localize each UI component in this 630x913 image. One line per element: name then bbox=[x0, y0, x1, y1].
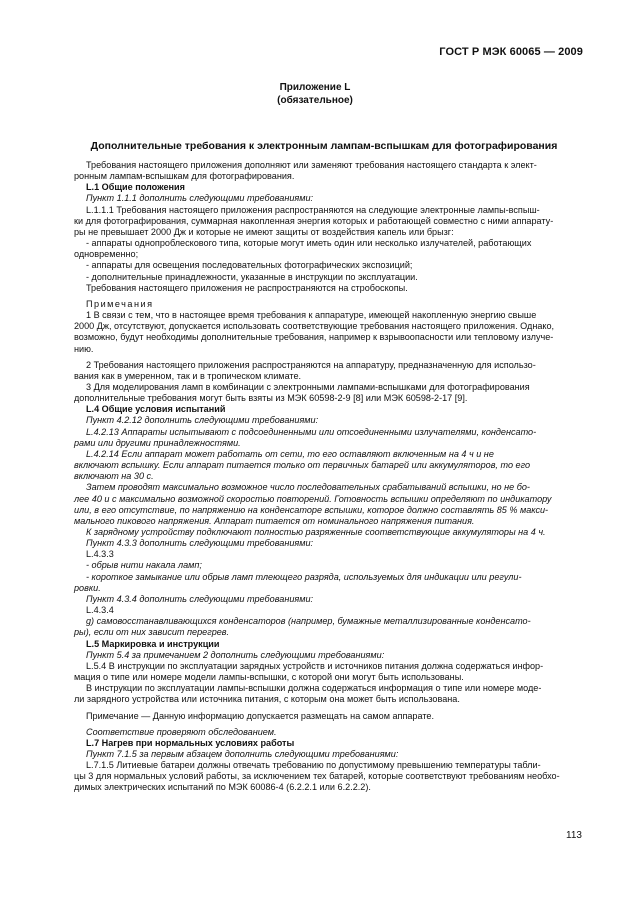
subsection-heading: L.5 Маркировка и инструкции bbox=[86, 638, 220, 649]
page-number: 113 bbox=[566, 830, 582, 841]
note-line: Примечание — Данную информацию допускается размещать на самом аппарате. bbox=[86, 710, 434, 721]
section-title: Дополнительные требования к электронным лампам-вспышкам для фотографирования bbox=[90, 140, 558, 152]
text-line: ли зарядного устройства или источника питания, с которым она может быть использована. bbox=[74, 694, 460, 705]
text-line: ры не превышает 2000 Дж и которые не имеют защиты от воздействия капель или брызг: bbox=[74, 226, 454, 237]
text-line: - короткое замыкание или обрыв ламп тлеющего разряда, используемых для индикации или регули- bbox=[86, 571, 522, 582]
text-line: L.7.1.5 Литиевые батареи должны отвечать требованию по допустимому превышению температуры табли- bbox=[86, 760, 541, 771]
text-line: L.4.2.14 Если аппарат может работать от сети, то его оставляют включенным на 4 ч и не bbox=[86, 448, 494, 459]
text-line: 3 Для моделирования ламп в комбинации с электронными лампами-вспышками для фотографирования bbox=[86, 381, 530, 392]
text-line: - дополнительные принадлежности, указанные в инструкции по эксплуатации. bbox=[86, 271, 418, 282]
text-line: В инструкции по эксплуатации лампы-вспышки должна содержаться информация о типе или номере моде- bbox=[86, 683, 542, 694]
text-line: L.4.3.3 bbox=[86, 549, 114, 560]
text-line: - аппараты для освещения последовательных фотографических экспозиций; bbox=[86, 260, 413, 271]
subsection-heading: L.1 Общие положения bbox=[86, 182, 185, 193]
text-line: вания как в умеренном, так и в тропическом климате. bbox=[74, 370, 302, 381]
text-line: К зарядному устройству подключают полностью разряженные соответствующие аккумуляторы на 4 ч. bbox=[86, 527, 546, 537]
text-line: возможно, будут необходимы дополнительные требования, например к взрывоопасности или тепловому излуче- bbox=[74, 332, 554, 343]
text-line: ки для фотографирования, суммарная накопленная энергия которых и работающей совместно с ними аппарату- bbox=[74, 215, 554, 226]
text-line: лее 40 и с максимально возможной скоростью повторений. Готовность вспышки определяют по индикатору bbox=[74, 493, 552, 504]
text-line: 1 В связи с тем, что в настоящее время требования к аппаратуре, имеющей накопленную энергию свыше bbox=[86, 310, 537, 321]
text-line: Пункт 7.1.5 за первым абзацем дополнить следующими требованиями: bbox=[86, 748, 399, 759]
subsection-heading: L.7 Нагрев при нормальных условиях работы bbox=[86, 737, 295, 748]
note-heading: Примечания bbox=[86, 298, 154, 309]
text-line: Соответствие проверяют обследованием. bbox=[86, 726, 277, 737]
text-line: ровки. bbox=[74, 582, 101, 593]
text-line: одновременно; bbox=[74, 249, 139, 260]
annex-status: (обязательное) bbox=[277, 95, 353, 106]
subsection-heading: L.4 Общие условия испытаний bbox=[86, 404, 226, 415]
text-line: - обрыв нити накала ламп; bbox=[86, 560, 202, 571]
text-line: рами или другими принадлежностями. bbox=[74, 437, 241, 448]
text-line: 2000 Дж, отсутствуют, допускается использовать соответствующие требования настоящего приложения. Однако, bbox=[74, 321, 555, 332]
text-line: g) самовосстанавливающихся конденсаторов (например, бумажные металлизированные конденсато- bbox=[86, 616, 531, 627]
text-line: Требования настоящего приложения не распространяются на стробоскопы. bbox=[86, 282, 408, 293]
text-line: Требования настоящего приложения дополняют или заменяют требования настоящего стандарта к элект- bbox=[86, 160, 537, 170]
annex-title: Приложение L bbox=[279, 82, 351, 93]
text-line: мального пикового напряжения. Аппарат питается от номинального напряжения питания. bbox=[74, 515, 475, 526]
text-line: дополнительные требования могут быть взяты из МЭК 60598-2-9 [8] или МЭК 60598-2-17 [9]. bbox=[74, 393, 468, 404]
text-line: или, в его отсутствие, по напряжению на конденсаторе вспышки, которое должно составлять 85 % макси- bbox=[74, 504, 549, 515]
text-line: L.4.2.13 Аппараты испытывают с подсоединенными или отсоединенными излучателями, конденсато- bbox=[86, 426, 537, 437]
body-text bbox=[74, 160, 577, 794]
text-line: цы 3 для нормальных условий работы, за исключением тех батарей, которые соответствуют требованиям необхо- bbox=[74, 771, 560, 782]
text-line: димых электрических испытаний по МЭК 60086-4 (6.2.2.1 или 6.2.2.2). bbox=[74, 782, 371, 793]
text-line: ронным лампам-вспышкам для фотографирования. bbox=[74, 171, 295, 182]
text-line: ры), если от них зависит перегрев. bbox=[74, 627, 230, 638]
text-line: L.5.4 В инструкции по эксплуатации зарядных устройств и источников питания должна содержаться инфор- bbox=[86, 660, 544, 671]
text-line: включают вспышку. Если аппарат питается только от первичных батарей или аккумуляторов, то его bbox=[74, 460, 531, 471]
text-line: L.1.1.1 Требования настоящего приложения распространяются на следующие электронные лампы-вспыш- bbox=[86, 204, 540, 215]
text-line: мация о типе или номере модели лампы-вспышки, с которой они могут быть использованы. bbox=[74, 672, 464, 683]
standard-header: ГОСТ Р МЭК 60065 — 2009 bbox=[439, 46, 583, 58]
text-line: Пункт 1.1.1 дополнить следующими требованиями: bbox=[86, 193, 314, 204]
text-line: - аппараты однопроблескового типа, которые могут иметь один или несколько излучателей, работающих bbox=[86, 238, 532, 249]
text-line: Пункт 4.3.4 дополнить следующими требованиями: bbox=[86, 593, 314, 604]
text-line: Пункт 4.3.3 дополнить следующими требованиями: bbox=[86, 538, 314, 549]
text-line: 2 Требования настоящего приложения распространяются на аппаратуру, предназначенную для использо- bbox=[86, 359, 536, 370]
text-line: L.4.3.4 bbox=[86, 605, 114, 616]
text-line: включают на 30 с. bbox=[74, 471, 154, 482]
text-line: Пункт 5.4 за примечанием 2 дополнить следующими требованиями: bbox=[86, 649, 385, 660]
text-line: Затем проводят максимально возможное число последовательных срабатываний вспышки, но не бо- bbox=[86, 482, 530, 493]
text-line: Пункт 4.2.12 дополнить следующими требованиями: bbox=[86, 415, 319, 426]
text-line: нию. bbox=[74, 343, 94, 354]
